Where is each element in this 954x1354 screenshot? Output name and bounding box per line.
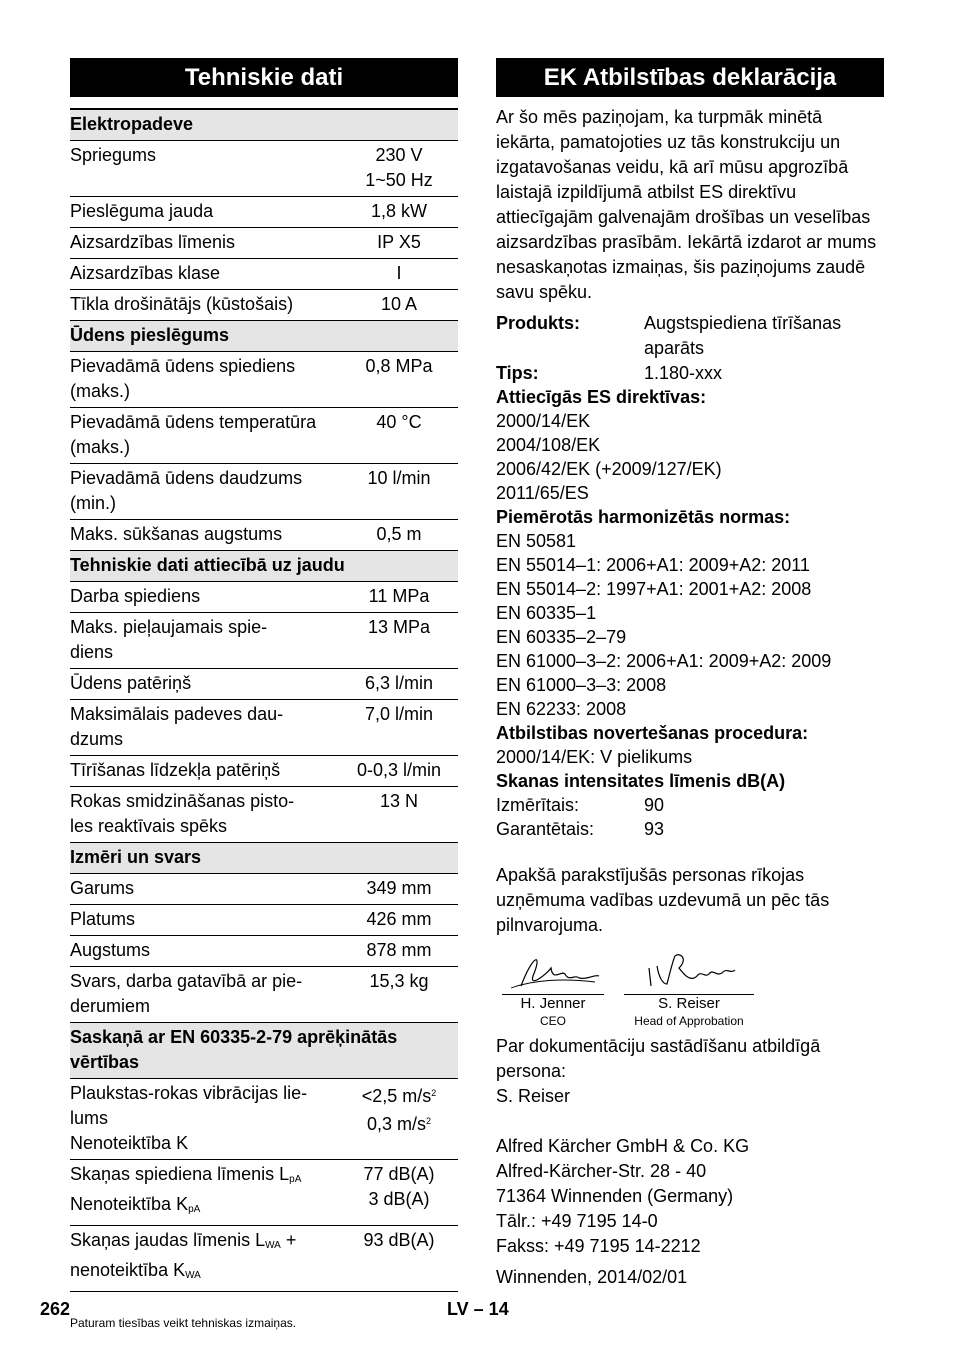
spec-value: 1,8 kW: [340, 197, 458, 228]
table-row: [70, 905, 458, 936]
spec-value: <2,5 $m/s^2$ 0,3 $m/s^2$: [340, 1079, 458, 1160]
spec-label: Skaņas jaudas līmenis $L_{WA}$ + nenoteiktība $K_{WA}$: [70, 1226, 340, 1292]
spec-label: Maks. sūkšanas augstums: [70, 520, 340, 551]
footnote: Paturam tiesības veikt tehniskas izmaiņas.: [70, 1316, 297, 1330]
address-line: Tālr.: +49 7195 14-0: [496, 1211, 658, 1231]
spec-label: Pieslēguma jauda: [70, 197, 340, 228]
directives-heading: Attiecīgās ES direktīvas:: [496, 387, 707, 407]
doc-person: S. Reiser: [496, 1086, 571, 1106]
address-line: Alfred Kärcher GmbH & Co. KG: [496, 1136, 750, 1156]
table-row: [70, 874, 458, 905]
spec-label: Tīrīšanas līdzekļa patēriņš: [70, 756, 340, 787]
section-header: Elektropadeve: [70, 110, 458, 141]
measured-label: Izmērītais:: [496, 795, 580, 815]
type-label: Tips:: [496, 363, 539, 383]
spec-value: 349 mm: [340, 874, 458, 905]
sound-power-row: [70, 1226, 458, 1292]
section-header: Izmēri un svars: [70, 843, 458, 874]
spec-value: 0-0,3 l/min: [340, 756, 458, 787]
sound-pressure-row: [70, 1160, 458, 1226]
norm-item: EN 55014–2: 1997+A1: 2001+A2: 2008: [496, 579, 812, 599]
spec-label: Pievadāmā ūdens temperatūra (maks.): [70, 408, 340, 464]
guaranteed-line: [496, 817, 884, 841]
spec-value: 93 dB(A): [340, 1226, 458, 1292]
norm-item: EN 60335–1: [496, 603, 597, 623]
spec-label: Pievadāmā ūdens daudzums (min.): [70, 464, 340, 520]
declaration-column: [496, 58, 884, 1290]
section-header: Ūdens pieslēgums: [70, 321, 458, 352]
norms-list: [496, 529, 884, 721]
spec-label: Rokas smidzināšanas pisto- les reaktīvais spēks: [70, 787, 340, 843]
table-row: [70, 756, 458, 787]
spec-value: 11 MPa: [340, 582, 458, 613]
spec-label: Darba spiediens: [70, 582, 340, 613]
technical-data-column: [70, 58, 458, 1330]
table-row: [70, 228, 458, 259]
address-line: 71364 Winnenden (Germany): [496, 1186, 734, 1206]
norm-item: EN 61000–3–2: 2006+A1: 2009+A2: 2009: [496, 651, 832, 671]
spec-value: I: [340, 259, 458, 290]
measured-line: [496, 793, 884, 817]
address-line: Fakss: +49 7195 14-2212: [496, 1236, 701, 1256]
signature-name: H. Jenner: [502, 994, 604, 1013]
spec-value: 0,5 m: [340, 520, 458, 551]
signature-role: Head of Approbation: [634, 1014, 744, 1028]
table-row: [70, 520, 458, 551]
section-header: Tehniskie dati attiecībā uz jaudu: [70, 551, 458, 582]
noise-heading: Skanas intensitates līmenis dB(A): [496, 771, 786, 791]
spec-value: 15,3 kg: [340, 967, 458, 1023]
table-row: [70, 613, 458, 669]
norm-item: EN 50581: [496, 531, 577, 551]
norm-item: EN 61000–3–3: 2008: [496, 675, 667, 695]
spec-label: Aizsardzības klase: [70, 259, 340, 290]
table-row: [70, 967, 458, 1023]
table-row: [70, 582, 458, 613]
procedure-heading: Atbilstibas novertešanas procedura:: [496, 723, 809, 743]
signature-reiser: [624, 948, 754, 1029]
norms-heading: Piemērotās harmonizētās normas:: [496, 507, 791, 527]
vibration-row: [70, 1079, 458, 1160]
doc-person-label: Par dokumentāciju sastādīšanu atbildīgā persona:: [496, 1036, 821, 1081]
directive-item: 2000/14/EK: [496, 411, 591, 431]
norm-item: EN 55014–1: 2006+A1: 2009+A2: 2011: [496, 555, 810, 575]
table-row: [70, 669, 458, 700]
norm-item: EN 60335–2–79: [496, 627, 627, 647]
guaranteed-label: Garantētais:: [496, 819, 595, 839]
place-date: Winnenden, 2014/02/01: [496, 1267, 688, 1287]
table-row: [70, 700, 458, 756]
table-row: [70, 141, 458, 197]
product-line: [496, 311, 884, 361]
spec-label: Ūdens patēriņš: [70, 669, 340, 700]
technical-data-title: Tehniskie dati: [70, 58, 458, 97]
company-address: [496, 1134, 884, 1259]
spec-label: Platums: [70, 905, 340, 936]
spec-label: Aizsardzības līmenis: [70, 228, 340, 259]
table-row: [70, 787, 458, 843]
declaration-body: [496, 105, 884, 1290]
section-header-row: [70, 110, 458, 141]
spec-value: 13 MPa: [340, 613, 458, 669]
table-row: [70, 259, 458, 290]
spec-value: 878 mm: [340, 936, 458, 967]
authority-paragraph: Apakšā parakstījušās personas rīkojas uzņēmuma vadības uzdevumā un pēc tās pilnvarojuma.: [496, 865, 830, 935]
directive-item: 2011/65/ES: [496, 483, 589, 503]
signature-role: CEO: [539, 1014, 566, 1028]
type-line: [496, 361, 884, 385]
directives-list: [496, 409, 884, 505]
table-row: [70, 464, 458, 520]
spec-label: Tīkla drošinātājs (kūstošais): [70, 290, 340, 321]
intro-paragraph: Ar šo mēs paziņojam, ka turpmāk minētā iekārta, pamatojoties uz tās konstrukciju un izgatavošanas veidu, kā arī mūsu apgrozībā laistajā izpildījumā atbilst ES direktīvu attiecīgajām galvenajām drošības un veselības aizsardzības prasībām. Iekārtā izdarot ar mums nesaskaņotas izmaiņas, šis paziņojums zaudē savu spēku.: [496, 107, 877, 302]
spec-value: 10 l/min: [340, 464, 458, 520]
product-label: Produkts:: [496, 313, 581, 333]
directive-item: 2006/42/EK (+2009/127/EK): [496, 459, 722, 479]
signatures: [496, 948, 884, 1026]
spec-label: Spriegums: [70, 141, 340, 197]
directive-item: 2004/108/EK: [496, 435, 601, 455]
signature-reiser-graphic: [639, 948, 739, 994]
section-header-row: [70, 843, 458, 874]
signature-name: S. Reiser: [624, 994, 754, 1013]
spec-value: 6,3 l/min: [340, 669, 458, 700]
norm-item: EN 62233: 2008: [496, 699, 627, 719]
table-row: [70, 290, 458, 321]
spec-label: Augstums: [70, 936, 340, 967]
spec-value: 77 dB(A) 3 dB(A): [340, 1160, 458, 1226]
declaration-title: EK Atbilstības deklarācija: [496, 58, 884, 97]
spec-label: Maks. pieļaujamais spie- diens: [70, 613, 340, 669]
address-line: Alfred-Kärcher-Str. 28 - 40: [496, 1161, 707, 1181]
guaranteed-value: 93: [644, 819, 665, 839]
spec-value: 7,0 l/min: [340, 700, 458, 756]
page-number: 262: [40, 1299, 71, 1319]
spec-value: IP X5: [340, 228, 458, 259]
spec-value: 13 N: [340, 787, 458, 843]
procedure-text: 2000/14/EK: V pielikums: [496, 747, 693, 767]
spec-value: 0,8 MPa: [340, 352, 458, 408]
spec-label: Pievadāmā ūdens spiediens (maks.): [70, 352, 340, 408]
type-value: 1.180-xxx: [644, 363, 723, 383]
spec-label: Garums: [70, 874, 340, 905]
spec-label: Skaņas spiediena līmenis $L_{pA}$ Nenoteiktība $K_{pA}$: [70, 1160, 340, 1226]
spec-label: Maksimālais padeves dau- dzums: [70, 700, 340, 756]
table-row: [70, 197, 458, 228]
page-code: LV – 14: [447, 1299, 509, 1319]
table-row: [70, 352, 458, 408]
spec-label: Svars, darba gatavībā ar pie- derumiem: [70, 967, 340, 1023]
table-row: [70, 408, 458, 464]
product-value: Augstspiediena tīrīšanas aparāts: [644, 313, 842, 358]
signature-jenner: [502, 948, 604, 1029]
signature-jenner-graphic: [503, 948, 603, 994]
section-header-row: [70, 321, 458, 352]
measured-value: 90: [644, 795, 665, 815]
technical-data-table: [70, 110, 458, 1292]
section-header: Saskaņā ar EN 60335-2-79 aprēķinātās vērtības: [70, 1023, 458, 1079]
section-header-row: [70, 1023, 458, 1079]
spec-value: 426 mm: [340, 905, 458, 936]
table-row: [70, 936, 458, 967]
section-header-row: [70, 551, 458, 582]
spec-value: 40 °C: [340, 408, 458, 464]
spec-value: 230 V 1~50 Hz: [340, 141, 458, 197]
spec-label: Plaukstas-rokas vibrācijas lie- lums Nenoteiktība K: [70, 1079, 340, 1160]
spec-value: 10 A: [340, 290, 458, 321]
